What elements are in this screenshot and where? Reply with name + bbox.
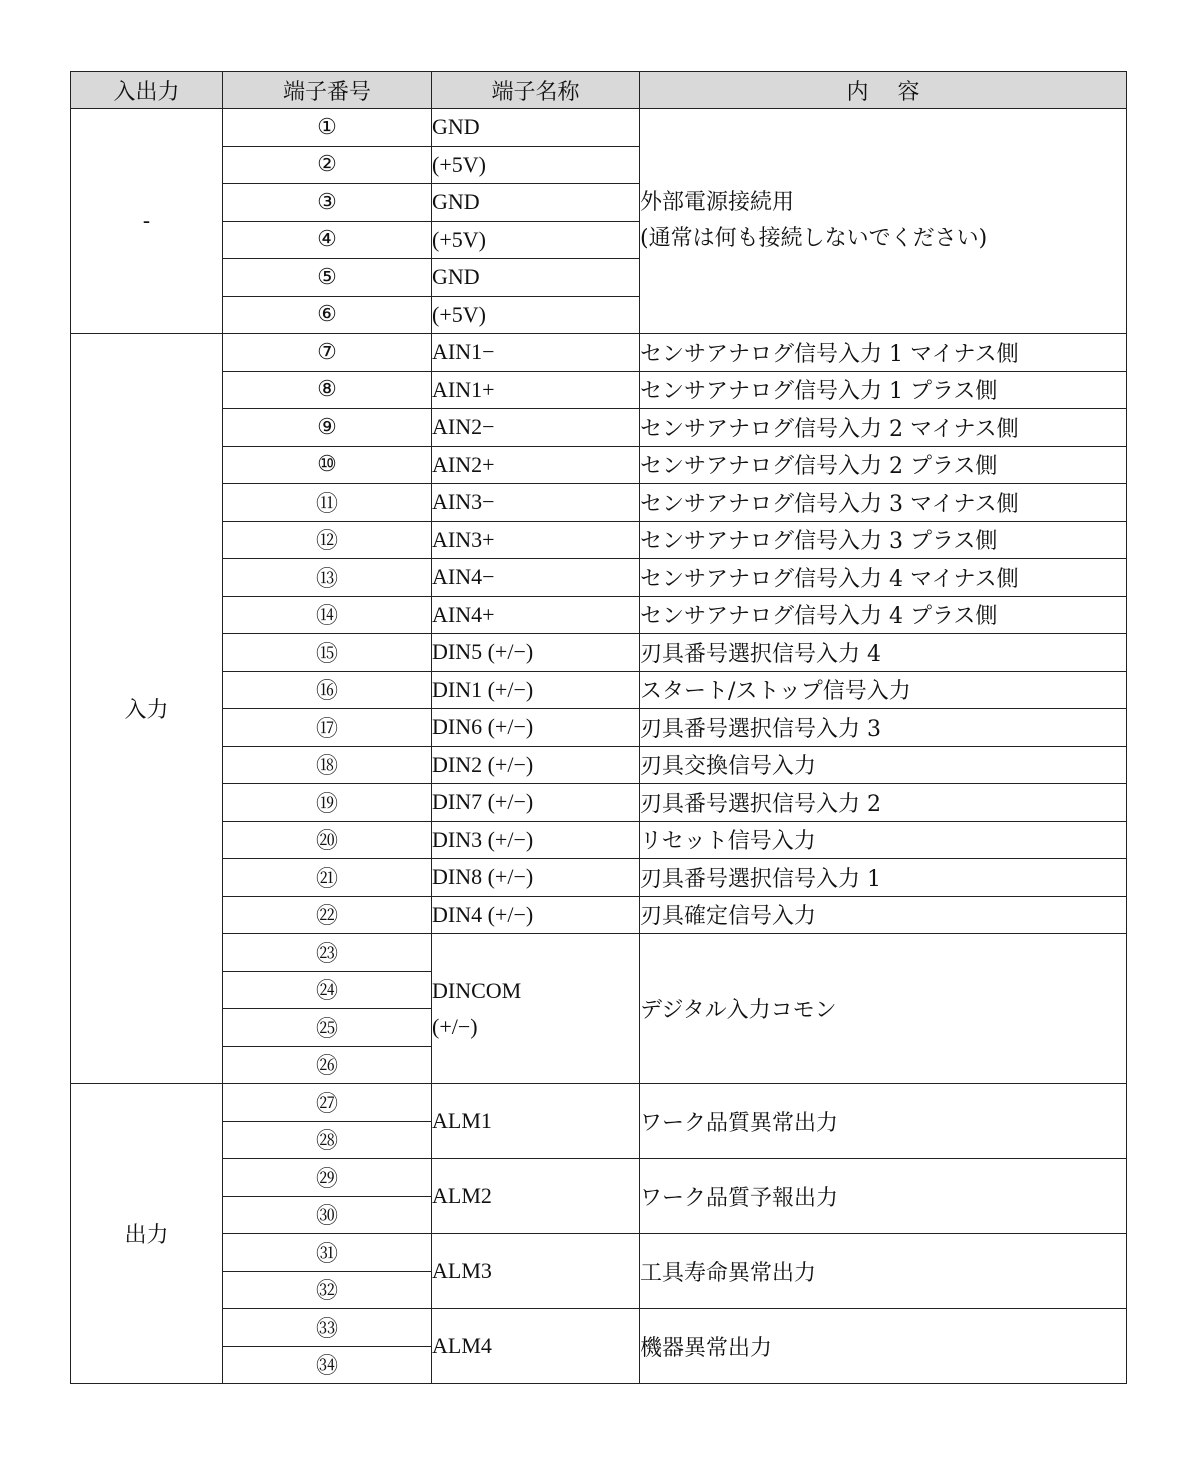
pin-number: ㉛ <box>223 1234 432 1272</box>
pin-content: センサアナログ信号入力 4 マイナス側 <box>640 559 1127 597</box>
pin-name: DIN2 (+/−) <box>432 746 640 784</box>
pin-number: ④ <box>223 221 432 259</box>
table-row <box>71 559 1127 597</box>
dincom-name-line1: DINCOM <box>432 977 522 1003</box>
pin-name: DIN5 (+/−) <box>432 634 640 672</box>
header-pin-number: 端子番号 <box>223 72 432 109</box>
pin-name: GND <box>432 184 640 222</box>
table-row <box>71 934 1127 972</box>
table-row <box>71 784 1127 822</box>
pin-name: DIN3 (+/−) <box>432 821 640 859</box>
output-name: ALM4 <box>432 1309 640 1384</box>
pin-content: 刃具交換信号入力 <box>640 746 1127 784</box>
table-row <box>71 671 1127 709</box>
pin-name: AIN2− <box>432 409 640 447</box>
pin-name: DIN7 (+/−) <box>432 784 640 822</box>
table-row <box>71 1084 1127 1122</box>
pin-number: ⑳ <box>223 821 432 859</box>
pin-number: ㉙ <box>223 1159 432 1197</box>
pin-number: ⑧ <box>223 371 432 409</box>
output-content: ワーク品質予報出力 <box>640 1159 1127 1234</box>
header-pin-name: 端子名称 <box>432 72 640 109</box>
pin-number: ⑱ <box>223 746 432 784</box>
pin-name: DIN1 (+/−) <box>432 671 640 709</box>
group-power: - <box>71 109 223 334</box>
pin-content: センサアナログ信号入力 2 マイナス側 <box>640 409 1127 447</box>
dincom-content: デジタル入力コモン <box>640 934 1127 1084</box>
pin-number: ⑤ <box>223 259 432 297</box>
pin-content: 刃具番号選択信号入力 1 <box>640 859 1127 897</box>
pin-number: ⑬ <box>223 559 432 597</box>
pin-content: 刃具確定信号入力 <box>640 896 1127 934</box>
pin-name: AIN1− <box>432 334 640 372</box>
header-content: 内 容 <box>640 72 1127 109</box>
table-row <box>71 484 1127 522</box>
pin-number: ⑲ <box>223 784 432 822</box>
group-output: 出力 <box>71 1084 223 1384</box>
pin-assignment-table <box>70 71 1127 1384</box>
pin-number: ㉗ <box>223 1084 432 1122</box>
table-row <box>71 1234 1127 1272</box>
header-io: 入出力 <box>71 72 223 109</box>
pin-name: AIN3+ <box>432 521 640 559</box>
output-name: ALM3 <box>432 1234 640 1309</box>
pin-name: GND <box>432 109 640 147</box>
table-row <box>71 371 1127 409</box>
pin-number: ㉓ <box>223 934 432 972</box>
table-row <box>71 446 1127 484</box>
table-row <box>71 334 1127 372</box>
power-content-line1: 外部電源接続用 <box>640 190 795 215</box>
pin-number: ⑮ <box>223 634 432 672</box>
pin-content: 刃具番号選択信号入力 4 <box>640 634 1127 672</box>
table-row <box>71 896 1127 934</box>
pin-name: DIN6 (+/−) <box>432 709 640 747</box>
pin-number: ㉑ <box>223 859 432 897</box>
table-row <box>71 1309 1127 1347</box>
pin-name: AIN3− <box>432 484 640 522</box>
pin-content: センサアナログ信号入力 3 プラス側 <box>640 521 1127 559</box>
pin-content: リセット信号入力 <box>640 821 1127 859</box>
pin-name: (+5V) <box>432 221 640 259</box>
pin-content: スタート/ストップ信号入力 <box>640 671 1127 709</box>
pin-content: センサアナログ信号入力 1 マイナス側 <box>640 334 1127 372</box>
pin-number: ㉖ <box>223 1046 432 1084</box>
table-row <box>71 821 1127 859</box>
pin-content: 刃具番号選択信号入力 3 <box>640 709 1127 747</box>
pin-name: AIN4+ <box>432 596 640 634</box>
table-row <box>71 634 1127 672</box>
pin-number: ㉜ <box>223 1271 432 1309</box>
pin-number: ㉔ <box>223 971 432 1009</box>
power-content <box>640 109 1127 334</box>
pin-name: AIN1+ <box>432 371 640 409</box>
table-row <box>71 521 1127 559</box>
pin-name: DIN8 (+/−) <box>432 859 640 897</box>
pin-content: センサアナログ信号入力 4 プラス側 <box>640 596 1127 634</box>
output-name: ALM2 <box>432 1159 640 1234</box>
pin-number: ⑰ <box>223 709 432 747</box>
pin-number: ⑫ <box>223 521 432 559</box>
table-row <box>71 596 1127 634</box>
pin-name: (+5V) <box>432 146 640 184</box>
table-row <box>71 859 1127 897</box>
pin-number: ㉘ <box>223 1121 432 1159</box>
pin-number: ㉝ <box>223 1309 432 1347</box>
pin-name: AIN2+ <box>432 446 640 484</box>
pin-number: ⑭ <box>223 596 432 634</box>
pin-number: ① <box>223 109 432 147</box>
pin-number: ⑨ <box>223 409 432 447</box>
output-content: 工具寿命異常出力 <box>640 1234 1127 1309</box>
pin-number: ⑥ <box>223 296 432 334</box>
pin-name: GND <box>432 259 640 297</box>
table-row <box>71 109 1127 147</box>
pin-number: ⑯ <box>223 671 432 709</box>
pin-number: ㉞ <box>223 1346 432 1384</box>
pin-number: ㉕ <box>223 1009 432 1047</box>
power-content-line2: (通常は何も接続しないでください) <box>640 226 988 251</box>
pin-number: ⑦ <box>223 334 432 372</box>
pin-content: 刃具番号選択信号入力 2 <box>640 784 1127 822</box>
header-row <box>71 72 1127 109</box>
pin-name: DIN4 (+/−) <box>432 896 640 934</box>
group-input: 入力 <box>71 334 223 1084</box>
pin-number: ③ <box>223 184 432 222</box>
pin-name: (+5V) <box>432 296 640 334</box>
table-row <box>71 1159 1127 1197</box>
table-row <box>71 409 1127 447</box>
output-name: ALM1 <box>432 1084 640 1159</box>
dincom-name-line2: (+/−) <box>432 1013 478 1039</box>
pin-content: センサアナログ信号入力 1 プラス側 <box>640 371 1127 409</box>
pin-number: ㉚ <box>223 1196 432 1234</box>
table-row <box>71 746 1127 784</box>
pin-number: ㉒ <box>223 896 432 934</box>
dincom-name <box>432 934 640 1084</box>
pin-content: センサアナログ信号入力 2 プラス側 <box>640 446 1127 484</box>
output-content: 機器異常出力 <box>640 1309 1127 1384</box>
pin-number: ⑩ <box>223 446 432 484</box>
pin-name: AIN4− <box>432 559 640 597</box>
pin-number: ② <box>223 146 432 184</box>
table-row <box>71 709 1127 747</box>
output-content: ワーク品質異常出力 <box>640 1084 1127 1159</box>
pin-number: ⑪ <box>223 484 432 522</box>
pin-content: センサアナログ信号入力 3 マイナス側 <box>640 484 1127 522</box>
